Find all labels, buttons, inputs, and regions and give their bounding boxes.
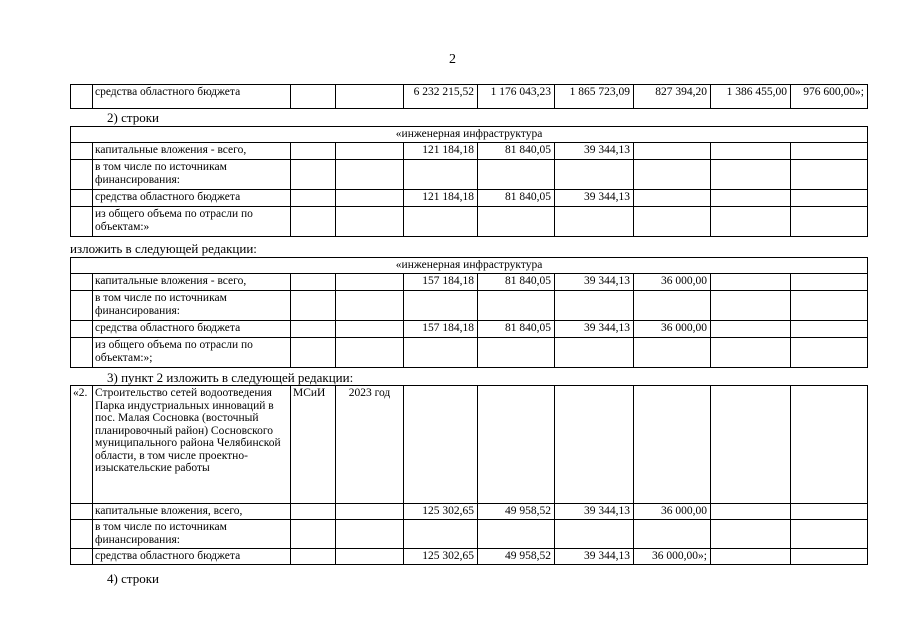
table-row [71, 549, 868, 565]
value-cell: 1 386 455,00 [711, 85, 791, 109]
value-cell: 81 840,05 [478, 321, 555, 338]
executor-cell: МСиИ [291, 386, 336, 504]
section-title: «инженерная инфраструктура [71, 258, 868, 274]
value-cell [634, 143, 711, 160]
value-cell: 1 865 723,09 [555, 85, 634, 109]
value-cell: 81 840,05 [478, 143, 555, 160]
value-cell: 39 344,13 [555, 190, 634, 207]
row-label: в том числе по источникам финансирования: [93, 160, 291, 190]
value-cell [791, 143, 868, 160]
object-description: Строительство сетей водоотведения Парка индустриальных инноваций в пос. Малая Сосновка (восточный планировочный район) Сосновского муниципального района Челябинской области, в том числе проектно-изыскательские работы [93, 386, 291, 504]
item-number: «2. [71, 386, 93, 504]
value-cell [711, 504, 791, 520]
value-cell: 81 840,05 [478, 190, 555, 207]
table-row [71, 85, 868, 109]
value-cell [791, 549, 868, 565]
row-label: средства областного бюджета [93, 190, 291, 207]
table-row [71, 520, 868, 549]
table-infrastructure-old [70, 126, 868, 237]
row-label: средства областного бюджета [93, 549, 291, 565]
section-title: «инженерная инфраструктура [71, 127, 868, 143]
paragraph-lines-4: 4) строки [107, 571, 159, 586]
table-row [71, 291, 868, 321]
table-row [71, 143, 868, 160]
value-cell: 6 232 215,52 [404, 85, 478, 109]
table-row [71, 321, 868, 338]
page-number: 2 [449, 52, 456, 67]
row-label: в том числе по источникам финансирования: [93, 291, 291, 321]
table-row [71, 207, 868, 237]
value-cell [711, 190, 791, 207]
table-row [71, 190, 868, 207]
value-cell: 39 344,13 [555, 504, 634, 520]
row-label: капитальные вложения - всего, [93, 274, 291, 291]
table-row [71, 386, 868, 504]
table-row [71, 504, 868, 520]
value-cell: 39 344,13 [555, 321, 634, 338]
value-cell: 39 344,13 [555, 274, 634, 291]
paragraph-new-edition: изложить в следующей редакции: [70, 241, 257, 256]
value-cell: 49 958,52 [478, 549, 555, 565]
row-label: средства областного бюджета [93, 85, 291, 109]
value-cell: 827 394,20 [634, 85, 711, 109]
value-cell: 157 184,18 [404, 274, 478, 291]
value-cell: 125 302,65 [404, 504, 478, 520]
value-cell [711, 274, 791, 291]
table-infrastructure-new [70, 257, 868, 368]
value-cell: 36 000,00 [634, 321, 711, 338]
value-cell [711, 549, 791, 565]
table-title-row [71, 127, 868, 143]
value-cell: 125 302,65 [404, 549, 478, 565]
row-label: в том числе по источникам финансирования: [93, 520, 291, 549]
value-cell: 36 000,00 [634, 504, 711, 520]
row-label: капитальные вложения, всего, [93, 504, 291, 520]
period-cell: 2023 год [336, 386, 404, 504]
value-cell: 976 600,00»; [791, 85, 868, 109]
value-cell [634, 190, 711, 207]
value-cell [791, 321, 868, 338]
value-cell [791, 274, 868, 291]
value-cell [791, 190, 868, 207]
table-row [71, 338, 868, 368]
value-cell: 36 000,00 [634, 274, 711, 291]
value-cell [711, 143, 791, 160]
value-cell [711, 321, 791, 338]
value-cell: 1 176 043,23 [478, 85, 555, 109]
paragraph-item-2: 3) пункт 2 изложить в следующей редакции: [107, 370, 354, 385]
table-row [71, 274, 868, 291]
row-label: капитальные вложения - всего, [93, 143, 291, 160]
value-cell: 39 344,13 [555, 549, 634, 565]
table-budget-continuation [70, 84, 868, 109]
value-cell: 121 184,18 [404, 143, 478, 160]
table-row [71, 160, 868, 190]
row-label: из общего объема по отрасли по объектам:» [93, 207, 291, 237]
value-cell: 81 840,05 [478, 274, 555, 291]
table-title-row [71, 258, 868, 274]
value-cell: 121 184,18 [404, 190, 478, 207]
paragraph-lines: 2) строки [107, 110, 159, 125]
row-label: средства областного бюджета [93, 321, 291, 338]
value-cell [791, 504, 868, 520]
value-cell: 49 958,52 [478, 504, 555, 520]
value-cell: 39 344,13 [555, 143, 634, 160]
value-cell: 36 000,00»; [634, 549, 711, 565]
table-sewer-construction [70, 385, 868, 565]
value-cell: 157 184,18 [404, 321, 478, 338]
row-label: из общего объема по отрасли по объектам:»; [93, 338, 291, 368]
